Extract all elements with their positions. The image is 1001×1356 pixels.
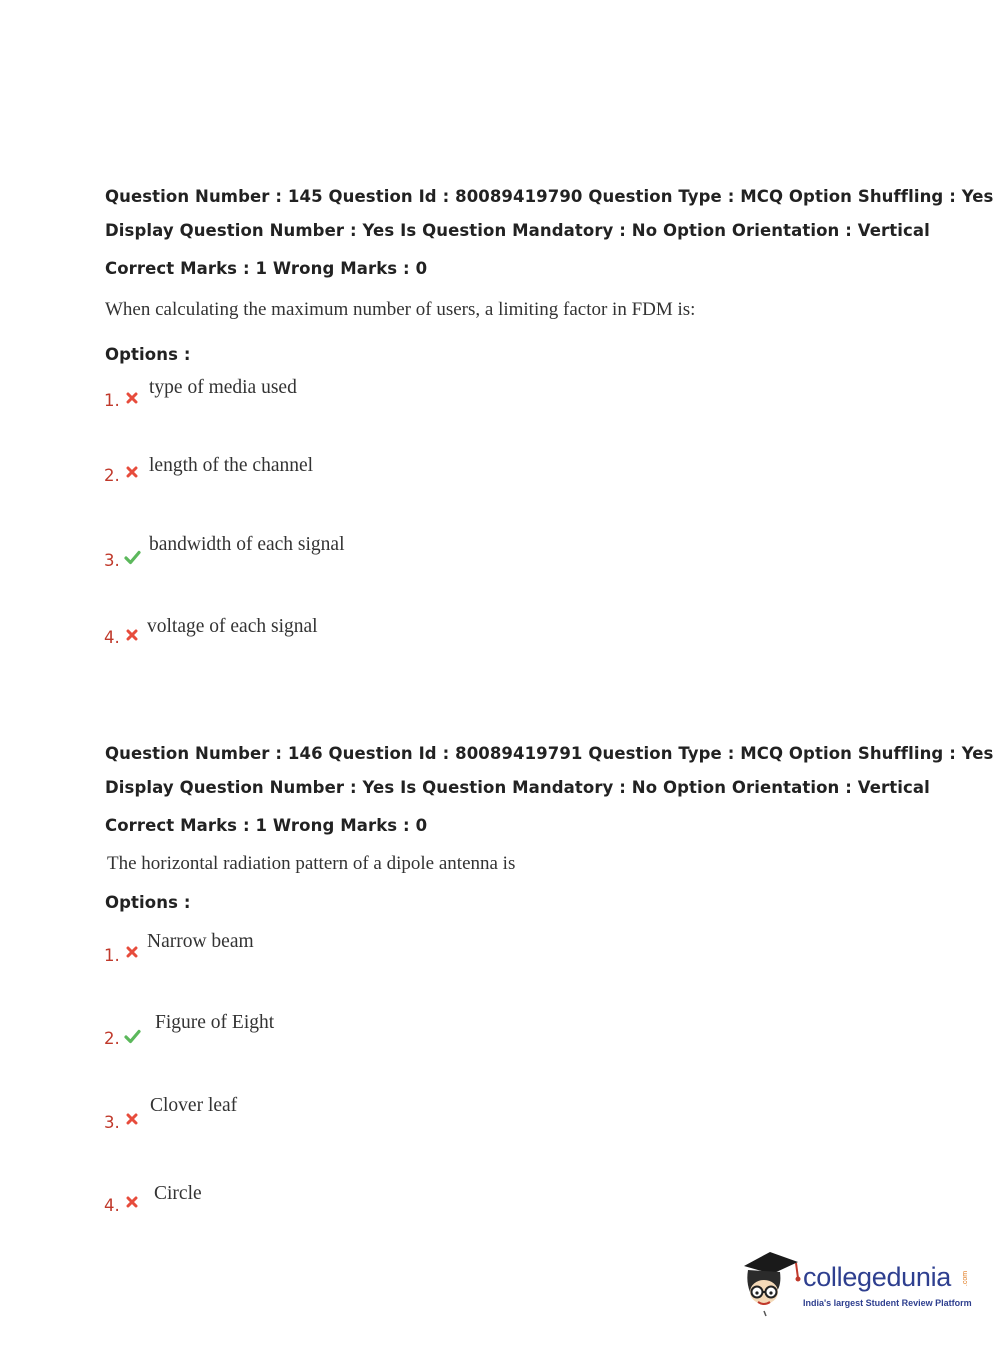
option-number: 4. (104, 628, 120, 647)
option-text: voltage of each signal (147, 616, 318, 637)
option-text: type of media used (149, 377, 297, 398)
cross-icon (125, 391, 139, 405)
cross-icon (125, 945, 139, 959)
cross-icon (125, 628, 139, 642)
option-text: bandwidth of each signal (149, 534, 345, 555)
option-text: Circle (154, 1183, 202, 1204)
cross-icon (125, 1195, 139, 1209)
option-number: 2. (104, 1029, 120, 1048)
cross-icon (125, 465, 139, 479)
options-label: Options : (105, 893, 191, 912)
question-text: When calculating the maximum number of users, a limiting factor in FDM is: (105, 299, 696, 320)
option-number: 2. (104, 466, 120, 485)
option-text: Narrow beam (147, 931, 254, 952)
question-text: The horizontal radiation pattern of a dipole antenna is (107, 853, 516, 874)
mascot-icon (740, 1248, 802, 1318)
question-marks: Correct Marks : 1 Wrong Marks : 0 (105, 816, 428, 835)
options-label: Options : (105, 345, 191, 364)
option-number: 4. (104, 1196, 120, 1215)
check-icon (124, 1029, 141, 1044)
question-meta-line-2: Display Question Number : Yes Is Question Mandatory : No Option Orientation : Vertical (105, 221, 930, 240)
option-number: 1. (104, 391, 120, 410)
question-marks: Correct Marks : 1 Wrong Marks : 0 (105, 259, 428, 278)
option-number: 1. (104, 946, 120, 965)
option-text: Clover leaf (150, 1095, 238, 1116)
question-meta-line-1: Question Number : 146 Question Id : 80089419791 Question Type : MCQ Option Shuffling : Yes (105, 744, 994, 763)
question-meta-line-1: Question Number : 145 Question Id : 80089419790 Question Type : MCQ Option Shuffling : Yes (105, 187, 994, 206)
option-number: 3. (104, 1113, 120, 1132)
logo-tagline: India's largest Student Review Platform (803, 1298, 972, 1308)
question-meta-line-2: Display Question Number : Yes Is Question Mandatory : No Option Orientation : Vertical (105, 778, 930, 797)
option-text: length of the channel (149, 455, 314, 476)
logo-wordmark: collegedunia (803, 1262, 952, 1292)
option-text: Figure of Eight (155, 1012, 275, 1033)
option-number: 3. (104, 551, 120, 570)
logo-domain-suffix: .com (962, 1270, 970, 1287)
check-icon (124, 550, 141, 565)
cross-icon (125, 1112, 139, 1126)
